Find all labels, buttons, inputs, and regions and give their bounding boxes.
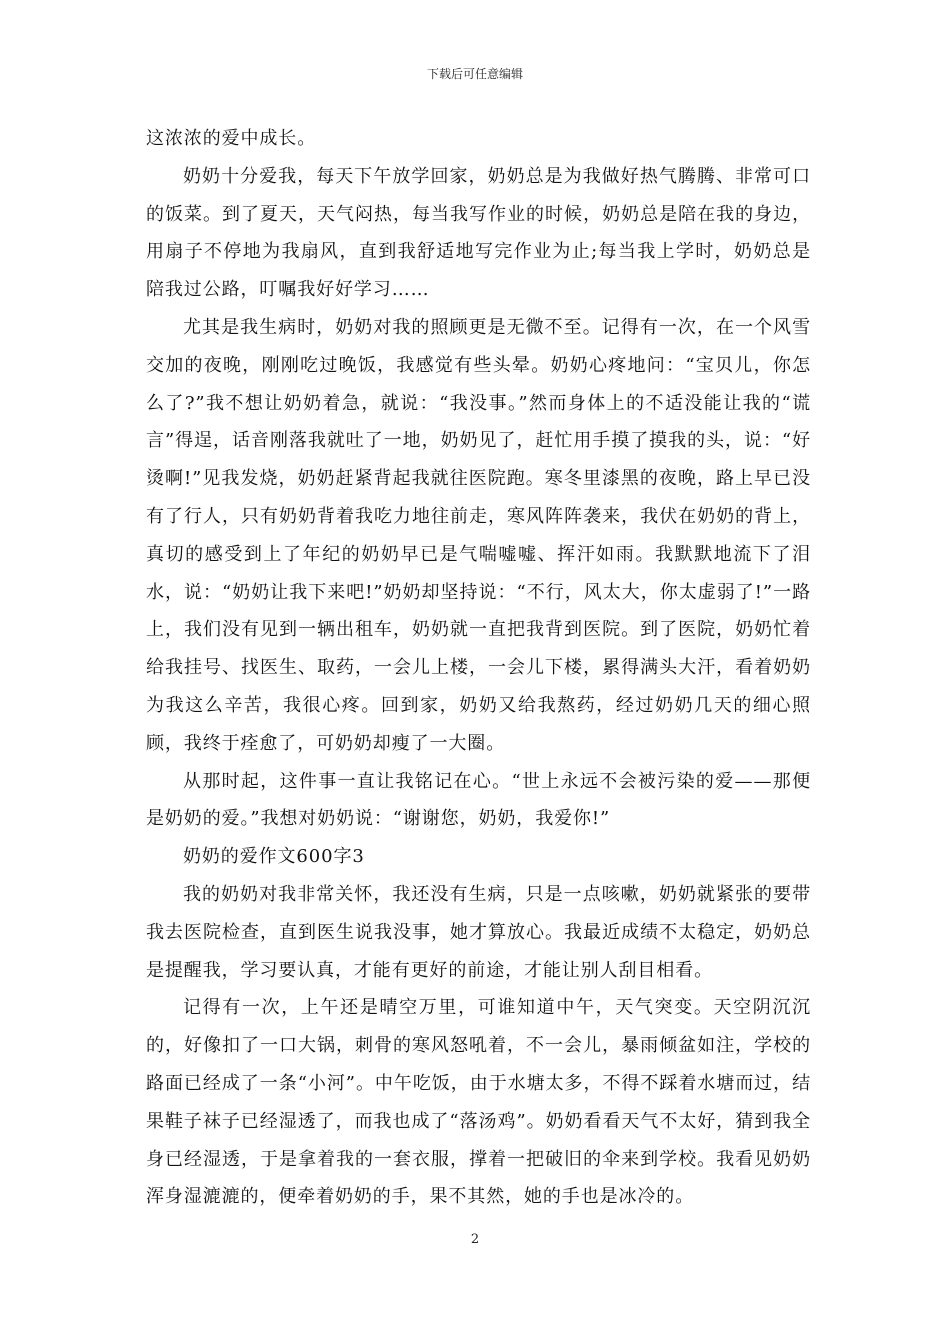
paragraph-sick-night: 尤其是我生病时，奶奶对我的照顾更是无微不至。记得有一次，在一个风雪交加的夜晚，刚刚吃过晚饭，我感觉有些头晕。奶奶心疼地问：“宝贝儿，你怎么了?”我不想让奶奶着急，就说：“我没事。”然而身体上的不适没能让我的“谎言”得逞，话音刚落我就吐了一地，奶奶见了，赶忙用手摸了摸我的头，说：“好烫啊!”见我发烧，奶奶赶紧背起我就往医院跑。寒冬里漆黑的夜晚，路上早已没有了行人，只有奶奶背着我吃力地往前走，寒风阵阵袭来，我伏在奶奶的背上，真切的感受到上了年纪的奶奶早已是气喘嘘嘘、挥汗如雨。我默默地流下了泪水，说：“奶奶让我下来吧!”奶奶却坚持说：“不行，风太大，你太虚弱了!”一路上，我们没有见到一辆出租车，奶奶就一直把我背到医院。到了医院，奶奶忙着给我挂号、找医生、取药，一会儿上楼，一会儿下楼，累得满头大汗，看着奶奶为我这么辛苦，我很心疼。回到家，奶奶又给我熬药，经过奶奶几天的细心照顾，我终于痊愈了，可奶奶却瘦了一大圈。 bbox=[146, 316, 811, 754]
paragraph-conclusion: 从那时起，这件事一直让我铭记在心。“世上永远不会被污染的爱——那便是奶奶的爱。”我想对奶奶说：“谢谢您，奶奶，我爱你!” bbox=[146, 770, 811, 830]
page-header-note: 下载后可任意编辑 bbox=[426, 67, 523, 81]
essay-subtitle: 奶奶的爱作文600字3 bbox=[183, 846, 365, 868]
paragraph-grandma-care: 奶奶十分爱我，每天下午放学回家，奶奶总是为我做好热气腾腾、非常可口的饭菜。到了夏天，天气闷热，每当我写作业的时候，奶奶总是陪在我的身边，用扇子不停地为我扇风，直到我舒适地写完作业为止;每当我上学时，奶奶总是陪我过公路，叮嘱我好好学习…… bbox=[146, 165, 811, 301]
paragraph-rainy-day: 记得有一次，上午还是晴空万里，可谁知道中午，天气突变。天空阴沉沉的，好像扣了一口大锅，刺骨的寒风怒吼着，不一会儿，暴雨倾盆如注，学校的路面已经成了一条“小河”。中午吃饭，由于水塘太多，不得不踩着水塘而过，结果鞋子袜子已经湿透了，而我也成了“落汤鸡”。奶奶看看天气不太好，猜到我全身已经湿透，于是拿着我的一套衣服，撑着一把破旧的伞来到学校。我看见奶奶浑身湿漉漉的，便牵着奶奶的手，果不其然，她的手也是冰冷的。 bbox=[146, 997, 811, 1208]
paragraph-continuation: 这浓浓的爱中成长。 bbox=[146, 128, 317, 149]
page-number: 2 bbox=[470, 1232, 480, 1247]
document-body bbox=[146, 120, 811, 1216]
paragraph-grandma-concern: 我的奶奶对我非常关怀，我还没有生病，只是一点咳嗽，奶奶就紧张的要带我去医院检查，直到医生说我没事，她才算放心。我最近成绩不太稳定，奶奶总是提醒我，学习要认真，才能有更好的前途，才能让别人刮目相看。 bbox=[146, 883, 811, 981]
